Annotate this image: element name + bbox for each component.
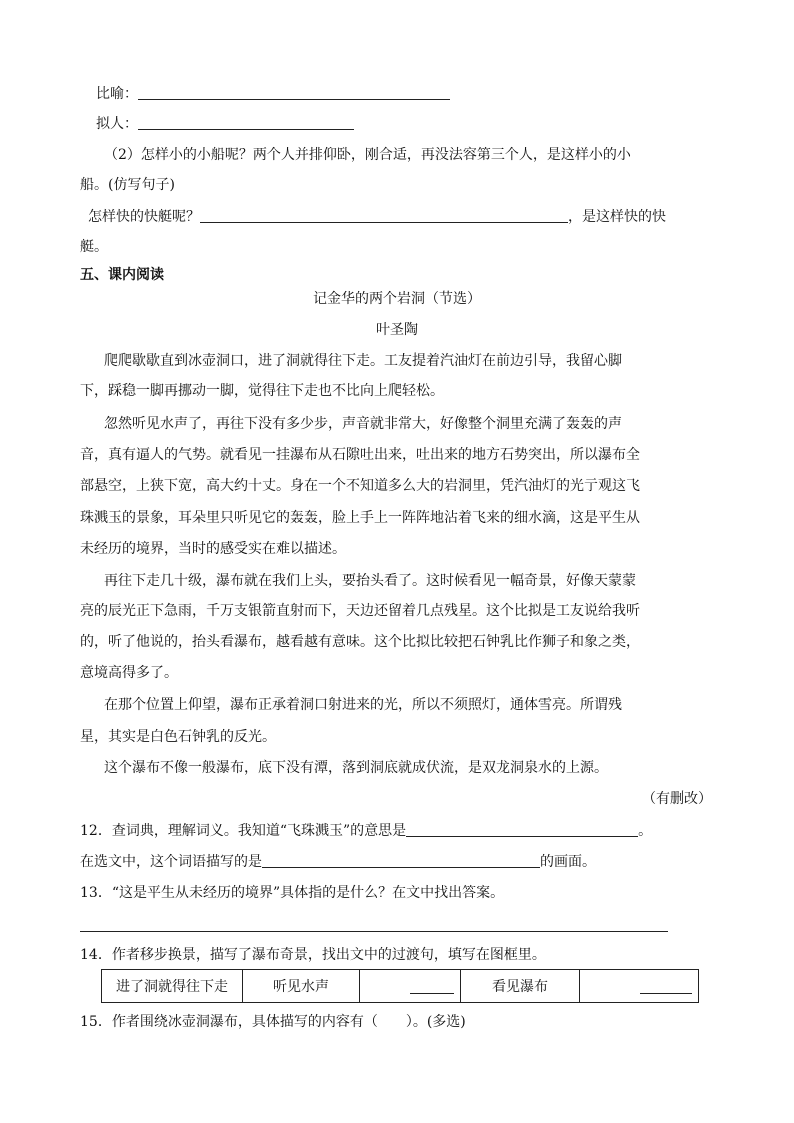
flow-answer-blank[interactable] — [410, 979, 454, 994]
flow-cell: 看见瀑布 — [461, 970, 580, 1003]
q12-answer-blank-a[interactable] — [406, 822, 638, 837]
metaphor-row — [96, 84, 450, 104]
q2-prompt-row — [88, 207, 666, 227]
metaphor-label: 比喻： — [96, 86, 138, 102]
flow-cell-blank[interactable] — [580, 970, 699, 1003]
paragraph-line: 珠溅玉的景象，耳朵里只听见它的轰轰，脸上手上一阵阵地沾着飞来的细水滴，这是平生从 — [80, 510, 640, 526]
q13-text: 13．“这是平生从未经历的境界”具体指的是什么？在文中找出答案。 — [80, 885, 505, 901]
paragraph-line: 音，真有逼人的气势。就看见一挂瀑布从石隙吐出来，吐出来的地方石势突出，所以瀑布全 — [80, 447, 640, 463]
paragraph-line: 下，踩稳一脚再挪动一脚，觉得往下走也不比向上爬轻松。 — [80, 383, 444, 399]
paragraph-line: 爬爬歇歇直到冰壶洞口，进了洞就得往下走。工友提着汽油灯在前边引导，我留心脚 — [104, 353, 622, 369]
paragraph-line: 的，听了他说的，抬头看瀑布，越看越有意味。这个比拟比较把石钟乳比作狮子和象之类， — [80, 634, 640, 650]
section-heading: 五、课内阅读 — [80, 267, 164, 283]
paragraph-line: 再往下走几十级，瀑布就在我们上头，要抬头看了。这时候看见一幅奇景，好像天蒙蒙 — [104, 573, 636, 589]
personify-row — [96, 114, 354, 134]
edit-note: （有删改） — [642, 791, 712, 807]
q12-row-a — [80, 821, 652, 841]
q12-end-b: 的画面。 — [540, 854, 596, 870]
article-author: 叶圣陶 — [376, 322, 418, 338]
q12-text-b: 在选文中，这个词语描写的是 — [80, 854, 262, 870]
flow-cell: 听见水声 — [243, 970, 360, 1003]
paragraph-line: 忽然听见水声了，再往下没有多少步，声音就非常大，好像整个洞里充满了轰轰的声 — [104, 416, 622, 432]
q12-answer-blank-b[interactable] — [262, 853, 540, 868]
paragraph-line: 在那个位置上仰望，瀑布正承着洞口射进来的光，所以不须照灯，通体雪亮。所谓残 — [104, 697, 622, 713]
q14-text: 14．作者移步换景，描写了瀑布奇景，找出文中的过渡句，填写在图框里。 — [80, 947, 546, 963]
article-title: 记金华的两个岩洞（节选） — [313, 291, 481, 307]
personify-answer-blank[interactable] — [138, 115, 354, 130]
flow-answer-blank[interactable] — [640, 979, 692, 994]
flow-cell-blank[interactable] — [360, 970, 461, 1003]
q2-suffix: ，是这样快的快 — [568, 209, 666, 225]
flow-cell: 进了洞就得往下走 — [102, 970, 243, 1003]
paragraph-line: 这个瀑布不像一般瀑布，底下没有潭，落到洞底就成伏流，是双龙洞泉水的上源。 — [104, 760, 608, 776]
q14-flow-table — [101, 969, 699, 1003]
q2-line2: 船。(仿写句子) — [80, 177, 175, 193]
paragraph-line: 亮的辰光正下急雨，千万支银箭直射而下，天边还留着几点残星。这个比拟是工友说给我听 — [80, 603, 640, 619]
q2-prompt: 怎样快的快艇呢？ — [88, 209, 200, 225]
paragraph-line: 星，其实是白色石钟乳的反光。 — [80, 729, 276, 745]
q15-text: 15．作者围绕冰壶洞瀑布，具体描写的内容有（ ）。(多选) — [80, 1014, 466, 1030]
q2-answer-blank[interactable] — [200, 208, 568, 223]
q2-line1: （2）怎样小的小船呢？两个人并排仰卧，刚合适，再没法容第三个人，是这样小的小 — [104, 147, 631, 163]
paragraph-line: 未经历的境界，当时的感受实在难以描述。 — [80, 541, 346, 557]
q12-text-a: 12．查词典，理解词义。我知道“飞珠溅玉”的意思是 — [80, 823, 407, 839]
personify-label: 拟人： — [96, 116, 138, 132]
q12-row-b — [80, 852, 596, 872]
q12-end-a: 。 — [638, 823, 653, 839]
metaphor-answer-blank[interactable] — [138, 85, 450, 100]
paragraph-line: 意境高得多了。 — [80, 665, 178, 681]
paragraph-line: 部悬空，上狭下宽，高大约十丈。身在一个不知道多么大的岩洞里，凭汽油灯的光亍观这飞 — [80, 478, 640, 494]
q13-answer-line[interactable] — [80, 931, 668, 932]
q2-end: 艇。 — [80, 239, 108, 255]
